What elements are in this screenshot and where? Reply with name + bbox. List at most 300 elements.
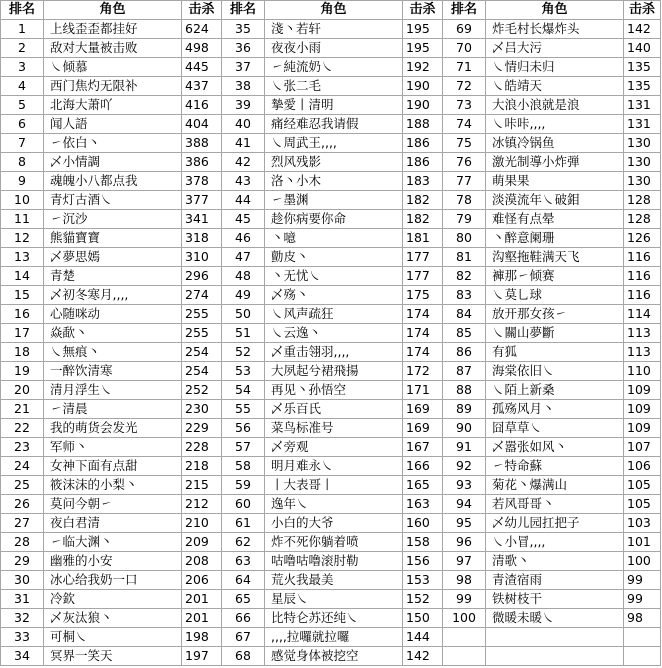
rank-cell: 81 <box>443 248 486 267</box>
rank-cell: 68 <box>222 647 265 666</box>
kills-cell: 106 <box>624 457 661 476</box>
rank-cell: 38 <box>222 77 265 96</box>
rank-cell: 13 <box>1 248 44 267</box>
rank-cell: 63 <box>222 552 265 571</box>
player-name-cell: 乄嚣张如风丶 <box>486 438 624 457</box>
kills-cell: 128 <box>624 210 661 229</box>
rank-cell: 94 <box>443 495 486 514</box>
kills-cell: 163 <box>403 495 443 514</box>
rank-cell: 21 <box>1 400 44 419</box>
rank-cell: 37 <box>222 58 265 77</box>
player-name-cell: ㇏關山夢斷 <box>486 324 624 343</box>
player-name-cell: 铁树枝干 <box>486 590 624 609</box>
rank-cell: 48 <box>222 267 265 286</box>
rank-cell: 60 <box>222 495 265 514</box>
rank-cell: 31 <box>1 590 44 609</box>
rank-cell: 16 <box>1 305 44 324</box>
player-name-cell: 淡漠流年㇏破鉬 <box>486 191 624 210</box>
table-row <box>1 96 661 115</box>
kills-cell: 228 <box>182 438 222 457</box>
kills-cell: 131 <box>624 96 661 115</box>
rank-cell <box>443 647 486 666</box>
table-row <box>1 628 661 647</box>
kills-cell: 318 <box>182 229 222 248</box>
player-name-cell: 乄旁观 <box>265 438 403 457</box>
player-name-cell: 再见丶孙悟空 <box>265 381 403 400</box>
kills-cell: 103 <box>624 514 661 533</box>
player-name-cell: 乄夢思嫣 <box>44 248 182 267</box>
table-row <box>1 533 661 552</box>
kills-cell: 99 <box>624 571 661 590</box>
player-name-cell: ㇏倾慕 <box>44 58 182 77</box>
player-name-cell: 北海大萧吖 <box>44 96 182 115</box>
player-name-cell: 幽雅的小安 <box>44 552 182 571</box>
kills-cell: 209 <box>182 533 222 552</box>
player-name-cell: 摯愛丨清明 <box>265 96 403 115</box>
rank-cell: 11 <box>1 210 44 229</box>
table-row <box>1 495 661 514</box>
rank-cell: 100 <box>443 609 486 628</box>
rank-cell: 66 <box>222 609 265 628</box>
kills-cell: 167 <box>403 438 443 457</box>
table-row <box>1 381 661 400</box>
kills-cell: 174 <box>403 305 443 324</box>
header-row <box>1 1 661 20</box>
rank-cell: 39 <box>222 96 265 115</box>
rank-cell: 33 <box>1 628 44 647</box>
player-name-cell: 莫问今朝㇀ <box>44 495 182 514</box>
kills-cell: 416 <box>182 96 222 115</box>
table-row <box>1 172 661 191</box>
player-name-cell: ㇀临大渊丶 <box>44 533 182 552</box>
table-row <box>1 248 661 267</box>
player-name-cell: 炸毛村长爆炸头 <box>486 20 624 39</box>
table-row <box>1 210 661 229</box>
rank-cell: 79 <box>443 210 486 229</box>
player-name-cell: ㇀清晨 <box>44 400 182 419</box>
player-name-cell: ㇏张二毛 <box>265 77 403 96</box>
kills-cell: 107 <box>624 438 661 457</box>
rank-cell: 72 <box>443 77 486 96</box>
kills-cell: 252 <box>182 381 222 400</box>
kills-cell: 190 <box>403 96 443 115</box>
player-name-cell: 西门焦灼无限补 <box>44 77 182 96</box>
player-name-cell <box>486 628 624 647</box>
player-name-cell: 夜夜小雨 <box>265 39 403 58</box>
kills-cell: 126 <box>624 229 661 248</box>
table-row <box>1 286 661 305</box>
rank-cell: 30 <box>1 571 44 590</box>
kills-cell: 130 <box>624 134 661 153</box>
kills-header: 击杀 <box>624 1 661 20</box>
player-name-cell: 沟壑拖鞋满天飞 <box>486 248 624 267</box>
player-name-cell: ㇀純流奶㇏ <box>265 58 403 77</box>
kills-cell: 177 <box>403 267 443 286</box>
player-name-cell: 青灯古酒㇏ <box>44 191 182 210</box>
kills-cell: 254 <box>182 343 222 362</box>
player-name-cell: 我的萌货会发光 <box>44 419 182 438</box>
player-name-cell: 萌果果 <box>486 172 624 191</box>
player-name-cell: 明月难永㇏ <box>265 457 403 476</box>
kills-cell: 113 <box>624 343 661 362</box>
kills-cell: 113 <box>624 324 661 343</box>
player-name-cell: 星辰㇏ <box>265 590 403 609</box>
rank-cell: 80 <box>443 229 486 248</box>
player-name-cell: 感觉身体被挖空 <box>265 647 403 666</box>
rank-cell: 56 <box>222 419 265 438</box>
player-name-cell: 一醉饮清寒 <box>44 362 182 381</box>
rank-cell: 87 <box>443 362 486 381</box>
rank-cell: 61 <box>222 514 265 533</box>
kills-cell: 109 <box>624 400 661 419</box>
kills-cell: 169 <box>403 400 443 419</box>
kills-cell: 150 <box>403 609 443 628</box>
table-row <box>1 58 661 77</box>
player-name-cell: ,,,,拉囉就拉囉 <box>265 628 403 647</box>
table-row <box>1 229 661 248</box>
table-row <box>1 438 661 457</box>
player-name-cell: ㇏皓靖天 <box>486 77 624 96</box>
player-name-cell: 冥界一笑天 <box>44 647 182 666</box>
kills-cell: 183 <box>403 172 443 191</box>
rank-cell: 10 <box>1 191 44 210</box>
kills-cell: 172 <box>403 362 443 381</box>
player-name-cell: 清歌丶 <box>486 552 624 571</box>
player-name-cell: 女神下面有点甜 <box>44 457 182 476</box>
kills-cell: 404 <box>182 115 222 134</box>
kills-header: 击杀 <box>182 1 222 20</box>
rank-cell: 19 <box>1 362 44 381</box>
rank-cell: 69 <box>443 20 486 39</box>
kills-cell: 230 <box>182 400 222 419</box>
rank-cell: 36 <box>222 39 265 58</box>
player-name-cell: 魂魄小八都点我 <box>44 172 182 191</box>
kills-cell: 188 <box>403 115 443 134</box>
rank-header: 排名 <box>443 1 486 20</box>
player-name-cell: ㇀沉沙 <box>44 210 182 229</box>
player-name-cell: 勯皮丶 <box>265 248 403 267</box>
player-name-cell: 敌对大量被击败 <box>44 39 182 58</box>
player-name-cell: 荒火我最美 <box>265 571 403 590</box>
rank-cell: 62 <box>222 533 265 552</box>
table-row <box>1 153 661 172</box>
rank-cell: 64 <box>222 571 265 590</box>
rank-cell: 32 <box>1 609 44 628</box>
rank-cell: 58 <box>222 457 265 476</box>
player-name-cell: 军师丶 <box>44 438 182 457</box>
kills-cell: 116 <box>624 286 661 305</box>
player-name-cell: 青楚 <box>44 267 182 286</box>
rank-cell: 73 <box>443 96 486 115</box>
kills-cell: 169 <box>403 419 443 438</box>
table-row <box>1 457 661 476</box>
kills-cell: 130 <box>624 153 661 172</box>
kills-cell: 131 <box>624 115 661 134</box>
rank-cell: 89 <box>443 400 486 419</box>
kills-header: 击杀 <box>403 1 443 20</box>
kills-cell: 135 <box>624 77 661 96</box>
rank-cell: 96 <box>443 533 486 552</box>
name-header: 角色 <box>486 1 624 20</box>
player-name-cell: 褲那㇀倾赛 <box>486 267 624 286</box>
table-row <box>1 476 661 495</box>
player-name-cell: 乄吕大污 <box>486 39 624 58</box>
rank-cell: 9 <box>1 172 44 191</box>
table-row <box>1 39 661 58</box>
kills-cell: 192 <box>403 58 443 77</box>
player-name-cell: 乄初冬寒月,,,, <box>44 286 182 305</box>
player-name-cell: ㇀依白丶 <box>44 134 182 153</box>
kills-cell <box>624 628 661 647</box>
rank-cell: 29 <box>1 552 44 571</box>
rank-cell: 77 <box>443 172 486 191</box>
name-header: 角色 <box>265 1 403 20</box>
rank-cell: 1 <box>1 20 44 39</box>
kills-cell: 198 <box>182 628 222 647</box>
player-name-cell: 囧草草㇏ <box>486 419 624 438</box>
table-row <box>1 305 661 324</box>
kills-cell: 386 <box>182 153 222 172</box>
kills-cell: 153 <box>403 571 443 590</box>
player-name-cell: 丶醉意阑珊 <box>486 229 624 248</box>
rank-cell: 71 <box>443 58 486 77</box>
kills-cell: 140 <box>624 39 661 58</box>
rank-cell: 83 <box>443 286 486 305</box>
rank-cell: 7 <box>1 134 44 153</box>
kills-cell: 195 <box>403 20 443 39</box>
table-row <box>1 552 661 571</box>
player-name-cell: ㇏咔咔,,,, <box>486 115 624 134</box>
kills-cell: 274 <box>182 286 222 305</box>
kills-cell: 190 <box>403 77 443 96</box>
player-name-cell: ㇏云逸丶 <box>265 324 403 343</box>
player-name-cell: 冰心给我奶一口 <box>44 571 182 590</box>
player-name-cell: 大浪小浪就是浪 <box>486 96 624 115</box>
rank-cell: 20 <box>1 381 44 400</box>
player-name-cell <box>486 647 624 666</box>
player-name-cell: 上线歪歪都挂好 <box>44 20 182 39</box>
rank-cell: 84 <box>443 305 486 324</box>
player-name-cell: ㇏风声疏狂 <box>265 305 403 324</box>
rank-cell: 82 <box>443 267 486 286</box>
rank-cell: 76 <box>443 153 486 172</box>
kills-cell: 498 <box>182 39 222 58</box>
player-name-cell: 比特仑苏还纯㇏ <box>265 609 403 628</box>
kills-cell: 310 <box>182 248 222 267</box>
rank-cell: 70 <box>443 39 486 58</box>
kills-cell: 210 <box>182 514 222 533</box>
player-name-cell: 小白的大爷 <box>265 514 403 533</box>
rank-cell: 42 <box>222 153 265 172</box>
kills-cell: 135 <box>624 58 661 77</box>
player-name-cell: 丶噫 <box>265 229 403 248</box>
leaderboard-body <box>1 20 661 666</box>
player-name-cell: ㇏情归未归 <box>486 58 624 77</box>
rank-cell: 86 <box>443 343 486 362</box>
table-row <box>1 267 661 286</box>
kills-cell: 99 <box>624 590 661 609</box>
rank-cell: 92 <box>443 457 486 476</box>
table-row <box>1 191 661 210</box>
rank-cell: 59 <box>222 476 265 495</box>
player-name-cell: 乄灰汰狼丶 <box>44 609 182 628</box>
rank-cell: 93 <box>443 476 486 495</box>
kills-cell: 197 <box>182 647 222 666</box>
kills-cell: 100 <box>624 552 661 571</box>
kills-cell: 215 <box>182 476 222 495</box>
kills-cell: 110 <box>624 362 661 381</box>
rank-cell: 25 <box>1 476 44 495</box>
kills-cell: 624 <box>182 20 222 39</box>
kills-cell: 195 <box>403 39 443 58</box>
player-name-cell: 痛经难忍我请假 <box>265 115 403 134</box>
rank-header: 排名 <box>1 1 44 20</box>
table-row <box>1 419 661 438</box>
rank-cell: 53 <box>222 362 265 381</box>
rank-cell: 78 <box>443 191 486 210</box>
table-row <box>1 590 661 609</box>
rank-cell: 6 <box>1 115 44 134</box>
rank-cell: 90 <box>443 419 486 438</box>
player-name-cell: 大夙起兮裙飛揚 <box>265 362 403 381</box>
table-row <box>1 400 661 419</box>
kills-cell: 229 <box>182 419 222 438</box>
kills-cell: 105 <box>624 476 661 495</box>
rank-cell: 97 <box>443 552 486 571</box>
kills-cell: 255 <box>182 324 222 343</box>
kills-cell: 114 <box>624 305 661 324</box>
rank-cell: 15 <box>1 286 44 305</box>
kills-cell: 201 <box>182 590 222 609</box>
kills-cell: 445 <box>182 58 222 77</box>
player-name-cell: 乄幼儿园扛把子 <box>486 514 624 533</box>
rank-cell: 45 <box>222 210 265 229</box>
name-header: 角色 <box>44 1 182 20</box>
rank-cell: 46 <box>222 229 265 248</box>
rank-cell: 27 <box>1 514 44 533</box>
rank-cell: 4 <box>1 77 44 96</box>
rank-cell: 28 <box>1 533 44 552</box>
table-row <box>1 647 661 666</box>
kills-cell: 174 <box>403 343 443 362</box>
player-name-cell: 咕噜咕噜滚肘勒 <box>265 552 403 571</box>
rank-cell: 44 <box>222 191 265 210</box>
kills-cell: 255 <box>182 305 222 324</box>
kills-cell: 206 <box>182 571 222 590</box>
rank-cell <box>443 628 486 647</box>
kills-cell: 152 <box>403 590 443 609</box>
kills-cell: 296 <box>182 267 222 286</box>
rank-cell: 40 <box>222 115 265 134</box>
rank-cell: 24 <box>1 457 44 476</box>
rank-cell: 14 <box>1 267 44 286</box>
player-name-cell: 可桐㇏ <box>44 628 182 647</box>
table-row <box>1 77 661 96</box>
kills-cell: 166 <box>403 457 443 476</box>
player-name-cell: 焱歃丶 <box>44 324 182 343</box>
player-name-cell: ㇀墨渊 <box>265 191 403 210</box>
kills-cell: 388 <box>182 134 222 153</box>
player-name-cell: 微暖未暖㇏ <box>486 609 624 628</box>
player-name-cell: 丶无忧㇏ <box>265 267 403 286</box>
rank-cell: 50 <box>222 305 265 324</box>
player-name-cell: 丨大表哥丨 <box>265 476 403 495</box>
kills-cell: 182 <box>403 210 443 229</box>
rank-cell: 85 <box>443 324 486 343</box>
rank-cell: 91 <box>443 438 486 457</box>
player-name-cell: 菊花丶爆满山 <box>486 476 624 495</box>
player-name-cell: ㇏周武王,,,, <box>265 134 403 153</box>
player-name-cell: 熊貓寶寶 <box>44 229 182 248</box>
rank-cell: 75 <box>443 134 486 153</box>
kills-cell: 116 <box>624 248 661 267</box>
kills-cell: 377 <box>182 191 222 210</box>
player-name-cell: 烈风残影 <box>265 153 403 172</box>
rank-cell: 47 <box>222 248 265 267</box>
kills-cell: 101 <box>624 533 661 552</box>
kills-cell: 186 <box>403 134 443 153</box>
player-name-cell: 夜白君清 <box>44 514 182 533</box>
player-name-cell: 乄乐百氏 <box>265 400 403 419</box>
player-name-cell: 筱沫沫的小梨丶 <box>44 476 182 495</box>
kills-cell: 437 <box>182 77 222 96</box>
table-row <box>1 115 661 134</box>
player-name-cell: ㇏陌上新桑 <box>486 381 624 400</box>
table-row <box>1 343 661 362</box>
player-name-cell: 有狐 <box>486 343 624 362</box>
table-row <box>1 609 661 628</box>
rank-cell: 95 <box>443 514 486 533</box>
rank-cell: 5 <box>1 96 44 115</box>
player-name-cell: 闻人語 <box>44 115 182 134</box>
table-row <box>1 514 661 533</box>
player-name-cell: 乄重击翎羽,,,, <box>265 343 403 362</box>
player-name-cell: 孤殇风月丶 <box>486 400 624 419</box>
kills-cell: 156 <box>403 552 443 571</box>
kills-cell: 254 <box>182 362 222 381</box>
rank-cell: 55 <box>222 400 265 419</box>
kills-cell: 177 <box>403 248 443 267</box>
kills-cell: 186 <box>403 153 443 172</box>
player-name-cell: 海棠依旧㇏ <box>486 362 624 381</box>
kills-cell: 158 <box>403 533 443 552</box>
table-row <box>1 324 661 343</box>
rank-cell: 88 <box>443 381 486 400</box>
kills-cell: 218 <box>182 457 222 476</box>
kills-cell: 182 <box>403 191 443 210</box>
kills-cell: 142 <box>403 647 443 666</box>
rank-cell: 18 <box>1 343 44 362</box>
player-name-cell: 逸年㇏ <box>265 495 403 514</box>
kills-cell: 109 <box>624 381 661 400</box>
player-name-cell: 若风哥哥丶 <box>486 495 624 514</box>
player-name-cell: 心随咪动 <box>44 305 182 324</box>
kills-cell: 109 <box>624 419 661 438</box>
rank-cell: 41 <box>222 134 265 153</box>
rank-cell: 54 <box>222 381 265 400</box>
rank-cell: 17 <box>1 324 44 343</box>
kills-cell: 142 <box>624 20 661 39</box>
kills-cell: 208 <box>182 552 222 571</box>
table-row <box>1 20 661 39</box>
player-name-cell: 洛丶小木 <box>265 172 403 191</box>
table-row <box>1 362 661 381</box>
kills-cell: 181 <box>403 229 443 248</box>
rank-cell: 74 <box>443 115 486 134</box>
rank-cell: 67 <box>222 628 265 647</box>
rank-header: 排名 <box>222 1 265 20</box>
rank-cell: 8 <box>1 153 44 172</box>
